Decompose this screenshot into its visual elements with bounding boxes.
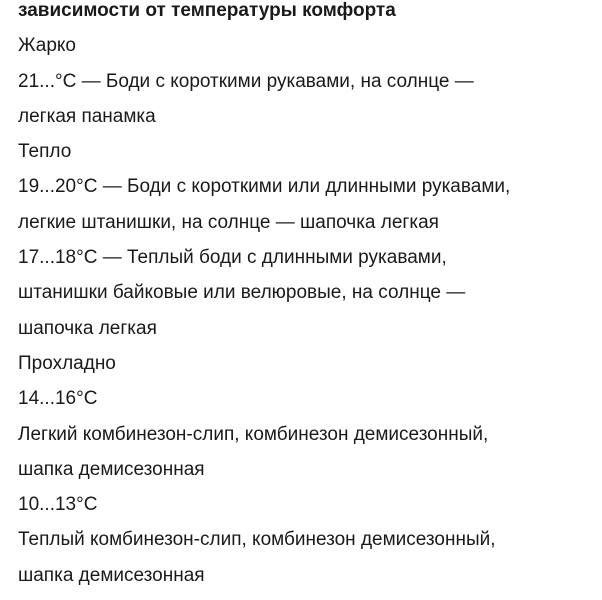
text-line: штанишки байковые или велюровые, на солнце —: [18, 282, 466, 304]
text-line: Легкий комбинезон-слип, комбинезон демисезонный,: [18, 423, 489, 445]
document-heading: зависимости от температуры комфорта: [18, 0, 396, 21]
text-line: Теплый комбинезон-слип, комбинезон демисезонный,: [18, 529, 496, 551]
text-line: 21...°С — Боди с короткими рукавами, на солнце —: [18, 70, 474, 92]
text-line: шапка демисезонная: [18, 564, 205, 586]
text-line: легкие штанишки, на солнце — шапочка легкая: [18, 211, 439, 233]
text-line: шапка демисезонная: [18, 458, 205, 480]
text-line: 19...20°С — Боди с короткими или длинными рукавами,: [18, 176, 511, 198]
text-line: 10...13°С: [18, 494, 98, 516]
document-body: [18, 0, 598, 593]
text-line: шапочка легкая: [18, 317, 157, 339]
section-title-hot: Жарко: [18, 35, 76, 57]
section-title-cool: Прохладно: [18, 352, 116, 374]
text-line: 14...16°С: [18, 388, 98, 410]
text-line: 17...18°С — Теплый боди с длинными рукавами,: [18, 247, 447, 269]
section-title-warm: Тепло: [18, 141, 72, 163]
text-line: легкая панамка: [18, 105, 156, 127]
